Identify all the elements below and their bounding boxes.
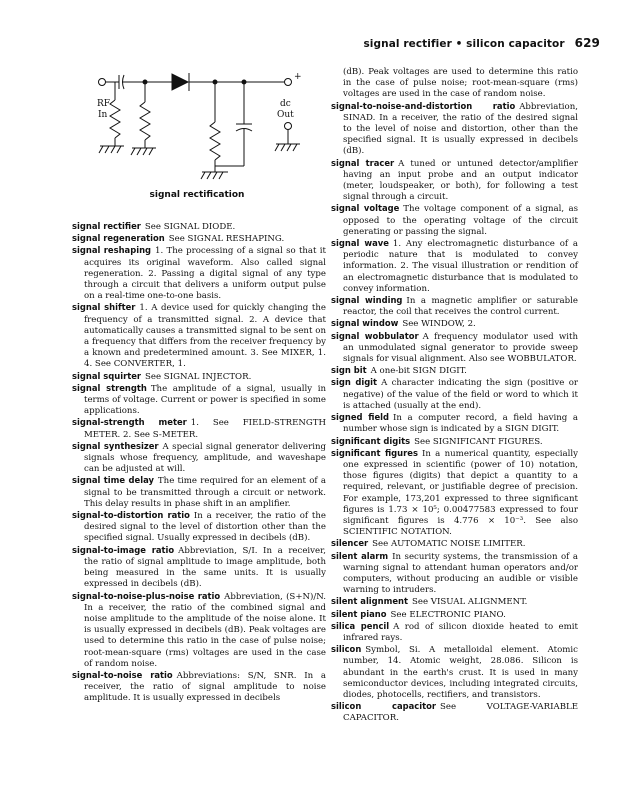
- entry-definition: 1. See FIELD-STRENGTH METER. 2. See S-METER.: [84, 418, 326, 440]
- entry-definition: A frequency modulator used with an unmodulated signal generator to provide sweep signals for visual alignment. Also see WOBBULATOR.: [343, 331, 578, 365]
- entry-term: signal wobbulator: [331, 330, 419, 341]
- label-out: Out: [277, 110, 294, 120]
- dictionary-entry: [331, 203, 578, 238]
- entry-term: signal window: [331, 318, 399, 329]
- load-resistor: [210, 122, 220, 160]
- shunt-resistor: [140, 102, 150, 140]
- entry-term: signal-to-image ratio: [72, 544, 175, 555]
- running-head: [363, 36, 600, 50]
- figure-caption: signal rectification: [149, 190, 245, 200]
- entry-definition: In a receiver, the ratio of the desired signal to the level of distortion other than the specified signal. Usually expressed in decibels (dB).: [84, 511, 326, 544]
- dictionary-entry: [72, 245, 326, 302]
- entry-definition: The time required for an element of a signal to be transmitted through a circuit or network. This delay results in phase shift in an amplifier.: [84, 476, 326, 509]
- input-resistor: [110, 100, 120, 138]
- entry-definition: See VOLTAGE-VARIABLE CAPACITOR.: [343, 702, 578, 724]
- entry-definition: See SIGNAL INJECTOR.: [145, 371, 252, 382]
- continued-text: (dB). Peak voltages are used to determine this ratio in the case of pulse noise; root-mean-square (rms) voltages are used in the case of random noise.: [343, 67, 578, 100]
- dictionary-entry: [331, 158, 578, 204]
- dictionary-entry: [331, 436, 578, 448]
- entry-term: silent alignment: [331, 596, 409, 607]
- dictionary-entry: [72, 670, 326, 705]
- entry-definition: In a numerical quantity, especially one expressed in scientific (power of 10) notation, those figures (digits) that depict a quantity to a required, relevant, or justifiable degree of precision. For example, 173,201 expressed to three significant figures is 1.73 × 10⁵; 0.00477583 expressed to four significant figures is 4.776 × 10⁻³. See also SCIENTIFIC NOTATION.: [343, 448, 578, 538]
- dictionary-entry: [331, 621, 578, 644]
- entry-definition: Abbreviation, SINAD. In a receiver, the ratio of the desired signal to the level of noise and distortion, other than the specified signal. It is usually expressed in decibels (dB).: [343, 101, 578, 157]
- dictionary-entry: [331, 701, 578, 724]
- entry-definition: See WINDOW, 2.: [402, 319, 476, 330]
- entry-definition: See VISUAL ALIGNMENT.: [412, 597, 528, 608]
- dictionary-entry: [72, 475, 326, 510]
- entry-definition: In security systems, the transmission of a warning signal to attendant human operators and/or computers, without producing an audible or visible warning to intruders.: [343, 551, 578, 596]
- entry-definition: See ELECTRONIC PIANO.: [390, 609, 506, 620]
- entry-term: sign bit: [331, 365, 367, 376]
- entry-definition: A rod of silicon dioxide heated to emit infrared rays.: [343, 621, 578, 643]
- entry-term: signal-to-noise-plus-noise ratio: [72, 590, 221, 601]
- dictionary-entry: [331, 101, 578, 158]
- page-number: 629: [574, 36, 600, 50]
- entry-definition: See SIGNIFICANT FIGURES.: [414, 436, 543, 447]
- entry-definition: 1. The processing of a signal so that it acquires its original waveform. Also called signal regeneration. 2. Passing a digital signal of any type through a circuit that delivers a uniform output pulse on a real-time one-to-one basis.: [84, 246, 326, 302]
- input-terminal: [99, 79, 106, 86]
- dictionary-entry: [331, 644, 578, 701]
- dictionary-entry: [331, 331, 578, 366]
- entry-term: signal rectifier: [72, 221, 141, 231]
- entry-term: signal-strength meter: [72, 417, 187, 428]
- right-column: [331, 67, 578, 725]
- entry-definition: A character indicating the sign (positive or negative) of the value of the field or word to which it is attached (usually at the end).: [343, 378, 578, 411]
- entry-term: signal time delay: [72, 475, 154, 486]
- entry-term: silica pencil: [331, 620, 390, 631]
- dictionary-entry: [331, 295, 578, 318]
- entry-term: silencer: [331, 538, 369, 549]
- dictionary-entry: [331, 377, 578, 412]
- entry-term: signal-to-noise ratio: [72, 669, 173, 680]
- dictionary-entry: [72, 221, 326, 233]
- entry-term: signal regeneration: [72, 233, 165, 244]
- entry-definition: Abbreviation, (S+N)/N. In a receiver, the ratio of the combined signal and noise amplitude to the amplitude of the noise alone. It is usually expressed in decibels (dB). Peak voltages are used to determine this ratio in the case of pulse noise; root-mean-square (rms) voltages are used in the case of random noise.: [84, 591, 326, 669]
- dictionary-entry: [331, 238, 578, 295]
- diode-symbol: [172, 74, 188, 90]
- dictionary-entry: [331, 538, 578, 550]
- dictionary-entry: [72, 371, 326, 383]
- dictionary-entry: [72, 545, 326, 591]
- dictionary-entry: [72, 591, 326, 670]
- entry-definition: A special signal generator delivering signals whose frequency, amplitude, and waveshape can be adjusted at will.: [84, 441, 326, 475]
- entry-term: silicon capacitor: [331, 701, 437, 712]
- label-in: In: [98, 110, 108, 120]
- right-column-entries: [331, 101, 578, 725]
- label-rf: RF: [97, 99, 111, 109]
- entry-term: signed field: [331, 412, 389, 423]
- entry-term: significant figures: [331, 447, 418, 458]
- label-plus: +: [294, 72, 302, 82]
- entry-term: signal-to-distortion ratio: [72, 510, 190, 521]
- entry-definition: A tuned or untuned detector/amplifier having an input probe and an output indicator (meter, loudspeaker, or both), for following a test signal through a circuit.: [343, 158, 578, 203]
- entry-definition: 1. Any electromagnetic disturbance of a periodic nature that is modulated to convey information. 2. The visual illustration or rendition of an electromagnetic disturbance that is modulated to convey information.: [343, 239, 579, 294]
- dictionary-entry: [72, 233, 326, 245]
- dictionary-entry: [72, 302, 326, 370]
- entry-term: signal tracer: [331, 157, 395, 168]
- dictionary-entry: [331, 318, 578, 330]
- entry-definition: A one-bit SIGN DIGIT.: [370, 366, 467, 377]
- dictionary-entry: [331, 596, 578, 608]
- entry-term: signal strength: [72, 382, 147, 393]
- entry-definition: In a computer record, a field having a number whose sign is indicated by a SIGN DIGIT.: [343, 413, 578, 435]
- entry-definition: Abbreviations: S/N, SNR. In a receiver, the ratio of signal amplitude to noise amplitude. It is usually expressed in decibels: [84, 670, 327, 704]
- entry-term: signal wave: [331, 238, 389, 249]
- entry-definition: In a magnetic amplifier or saturable reactor, the coil that receives the control current.: [343, 296, 578, 318]
- entry-term: signal squirter: [72, 370, 142, 381]
- entry-term: silicon: [331, 644, 362, 655]
- dictionary-entry: [72, 383, 326, 418]
- entry-definition: Symbol, Si. A metalloidal element. Atomic number, 14. Atomic weight, 28.086. Silicon is abundant in the earth's crust. It is used in many semiconductor devices, including integrated circuits, diodes, photocells, rectifiers, and transistors.: [343, 645, 578, 700]
- entry-term: silent piano: [331, 608, 387, 619]
- dictionary-entry: [331, 412, 578, 435]
- dictionary-entry: [331, 448, 578, 539]
- entry-definition: See SIGNAL DIODE.: [144, 222, 236, 232]
- dictionary-entry: [72, 417, 326, 440]
- entry-definition: The amplitude of a signal, usually in terms of voltage. Current or power is specified in some applications.: [84, 383, 326, 417]
- dictionary-entry: [72, 510, 326, 545]
- entry-definition: See AUTOMATIC NOISE LIMITER.: [372, 539, 526, 550]
- entry-term: silent alarm: [331, 550, 389, 561]
- dictionary-entry: [331, 365, 578, 377]
- entry-definition: The voltage component of a signal, as opposed to the operating voltage of the circuit generating or passing the signal.: [343, 204, 578, 237]
- entry-term: significant digits: [331, 435, 411, 446]
- entry-term: signal voltage: [331, 203, 400, 214]
- entry-definition: See SIGNAL RESHAPING.: [168, 234, 285, 245]
- output-terminal: [285, 79, 292, 86]
- running-head-text: signal rectifier • silicon capacitor: [363, 38, 565, 50]
- entry-term: signal reshaping: [72, 245, 152, 256]
- dictionary-entry: [331, 609, 578, 621]
- entry-definition: Abbreviation, S/I. In a receiver, the ratio of signal amplitude to image amplitude, both being measured in the same units. It is usually expressed in decibels (dB).: [84, 545, 326, 590]
- dictionary-entry: [331, 551, 578, 597]
- label-dc: dc: [280, 99, 291, 109]
- entry-definition: 1. A device used for quickly changing the frequency of a transmitted signal. 2. A device that automatically causes a transmitted signal to be sent on a frequency that differs from the receiver frequency by a known and predetermined amount. 3. See MIXER, 1. 4. See CONVERTER, 1.: [84, 303, 327, 370]
- entry-term: signal shifter: [72, 302, 136, 313]
- entry-term: signal-to-noise-and-distortion ratio: [331, 100, 516, 111]
- entry-term: sign digit: [331, 377, 378, 388]
- entry-term: signal synthesizer: [72, 440, 159, 451]
- left-column: [72, 221, 326, 705]
- entry-term: signal winding: [331, 295, 403, 306]
- dictionary-entry: [72, 441, 326, 476]
